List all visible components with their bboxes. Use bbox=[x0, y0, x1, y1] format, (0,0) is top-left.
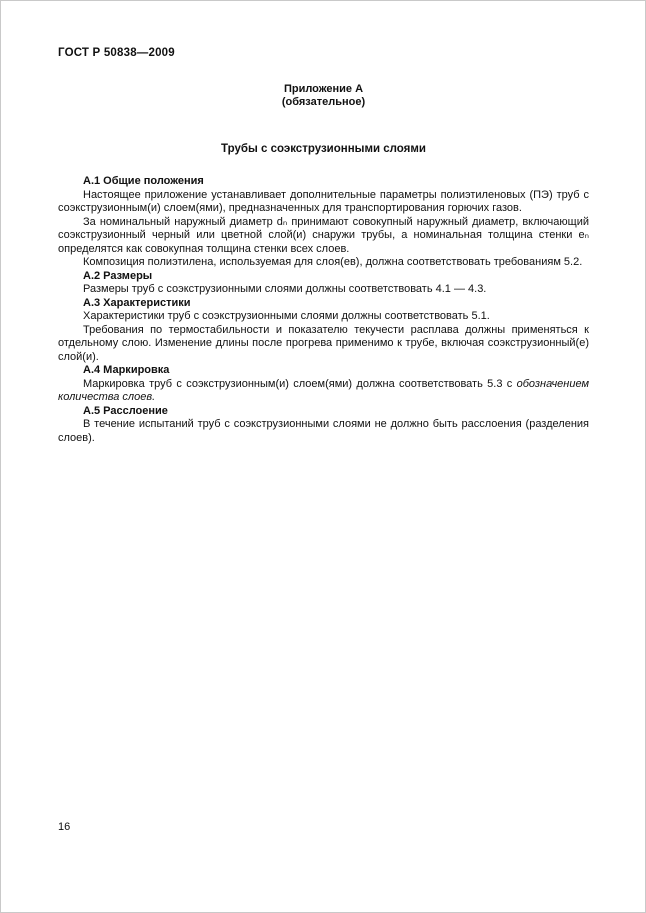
body-paragraph bbox=[58, 378, 589, 405]
body-paragraph: Размеры труб с соэкструзионными слоями должны соответствовать 4.1 — 4.3. bbox=[83, 283, 487, 295]
body-paragraph: Настоящее приложение устанавливает дополнительные параметры полиэтиленовых (ПЭ) труб с соэкструзионным(и) слоем(ями), предназначенных для транспортирования горючих газов. bbox=[58, 188, 589, 214]
document-title: Трубы с соэкструзионными слоями bbox=[221, 143, 426, 155]
body-paragraph: Композиция полиэтилена, используемая для слоя(ев), должна соответствовать требованиям 5.2. bbox=[83, 256, 583, 268]
paragraph-text: Маркировка труб с соэкструзионным(и) слоем(ями) должна соответствовать 5.3 с bbox=[83, 377, 517, 390]
page-number: 16 bbox=[58, 821, 71, 833]
document-header: ГОСТ Р 50838—2009 bbox=[58, 47, 175, 59]
body-paragraph: За номинальный наружный диаметр dₙ принимают совокупный наружный диаметр, включающий соэкструзионный черный или цветной слой(и) снаружи трубы, а номинальная толщина стенки eₙ определятся как совокупная толщина стенки всех слоев. bbox=[58, 215, 589, 255]
annex-title: Приложение А bbox=[283, 83, 364, 95]
section-heading-a3: А.3 Характеристики bbox=[83, 296, 191, 309]
body-paragraph: Требования по термостабильности и показателю текучести расплава должны применяться к отдельному слою. Изменение длины после прогрева применимо к трубе, включая соэкструзионный(е) слой(и). bbox=[58, 323, 589, 363]
section-heading-a1: А.1 Общие положения bbox=[83, 175, 204, 187]
section-heading-a4: А.4 Маркировка bbox=[83, 364, 170, 376]
document-body bbox=[58, 175, 589, 445]
paragraph-italic-text: обозначением количества слоев. bbox=[58, 377, 589, 403]
page-content bbox=[58, 1, 589, 445]
annex-block bbox=[58, 83, 589, 109]
body-paragraph: Характеристики труб с соэкструзионными слоями должны соответствовать 5.1. bbox=[83, 310, 490, 322]
section-heading-a2: А.2 Размеры bbox=[83, 269, 153, 282]
section-heading-a5: А.5 Расслоение bbox=[83, 404, 168, 417]
annex-subtitle: (обязательное) bbox=[281, 96, 366, 108]
body-paragraph: В течение испытаний труб с соэкструзионными слоями не должно быть расслоения (разделения слоев). bbox=[58, 418, 589, 444]
